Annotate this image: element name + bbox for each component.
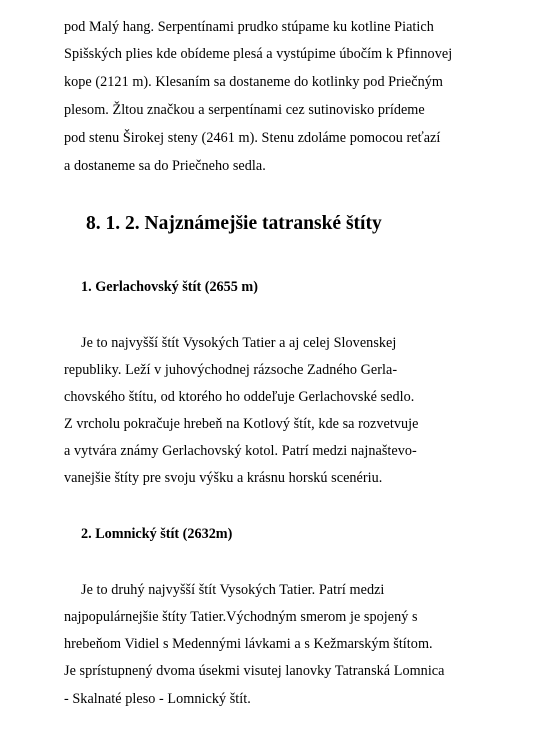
peak-heading: 1. Gerlachovský štít (2655 m) xyxy=(81,279,258,295)
section-heading: 8. 1. 2. Najznámejšie tatranské štíty xyxy=(86,213,382,234)
intro-line: Spišských plies kde obídeme plesá a vystúpime úbočím k Pfinnovej xyxy=(64,46,453,62)
peak-text-line: - Skalnaté pleso - Lomnický štít. xyxy=(64,691,251,707)
peak-text-line: Je to druhý najvyšší štít Vysokých Tatier. Patrí medzi xyxy=(81,582,385,598)
intro-line: kope (2121 m). Klesaním sa dostaneme do kotlinky pod Priečným xyxy=(64,74,443,90)
intro-line: pod stenu Širokej steny (2461 m). Stenu zdoláme pomocou reťazí xyxy=(64,130,441,146)
peak-text-line: Je to najvyšší štít Vysokých Tatier a aj celej Slovenskej xyxy=(81,335,397,351)
peak-text-line: chovského štítu, od ktorého ho oddeľuje Gerlachovské sedlo. xyxy=(64,389,415,405)
intro-line: a dostaneme sa do Priečneho sedla. xyxy=(64,158,266,174)
peak-text-line: vanejšie štíty pre svoju výšku a krásnu horskú scenériu. xyxy=(64,470,383,486)
peak-heading: 2. Lomnický štít (2632m) xyxy=(81,526,233,542)
peak-text-line: najpopulárnejšie štíty Tatier.Východným smerom je spojený s xyxy=(64,609,418,625)
peak-text-line: Je sprístupnený dvoma úsekmi visutej lanovky Tatranská Lomnica xyxy=(64,663,445,679)
intro-line: pod Malý hang. Serpentínami prudko stúpame ku kotline Piatich xyxy=(64,19,434,35)
peak-text-line: a vytvára známy Gerlachovský kotol. Patrí medzi najnaštevo- xyxy=(64,443,417,459)
intro-line: plesom. Žltou značkou a serpentínami cez sutinovisko prídeme xyxy=(64,102,425,118)
peak-text-line: hrebeňom Vidiel s Medennými lávkami a s Kežmarským štítom. xyxy=(64,636,433,652)
peak-text-line: republiky. Leží v juhovýchodnej rázsoche Zadného Gerla- xyxy=(64,362,398,378)
peak-text-line: Z vrcholu pokračuje hrebeň na Kotlový štít, kde sa rozvetvuje xyxy=(64,416,419,432)
